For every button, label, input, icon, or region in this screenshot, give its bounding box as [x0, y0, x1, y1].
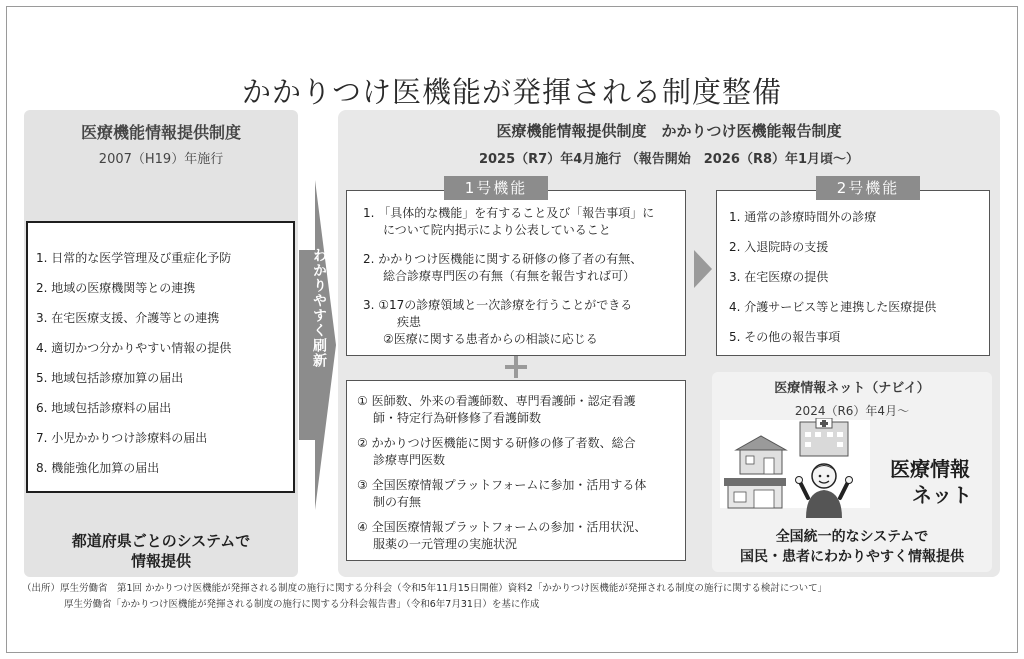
function-2-box — [716, 190, 990, 356]
pharmacy-icon — [724, 478, 786, 508]
function-1-box — [346, 190, 686, 356]
additional-line: ① 医師数、外来の看護師数、専門看護師・認定看護 — [357, 394, 636, 408]
source-line: （出所）厚生労働省 第1回 かかりつけ医機能が発揮される制度の施行に関する分科会（令和5年11月15日開催）資料2「かかりつけ医機能が発揮される制度の施行に関する検討について」 — [22, 583, 828, 594]
left-item: 7. 小児かかりつけ診療料の届出 — [36, 431, 208, 445]
plus-icon — [505, 356, 527, 378]
figure-title: かかりつけ医機能が発揮される制度整備 — [241, 75, 782, 109]
func2-item: 5. その他の報告事項 — [729, 330, 841, 344]
navi-illustration — [720, 418, 870, 518]
plus-horizontal — [505, 365, 527, 369]
func2-item: 2. 入退院時の支援 — [729, 240, 829, 254]
func1-item3-line: ②医療に関する患者からの相談に応じる — [383, 332, 598, 346]
chevron-right-icon — [694, 250, 712, 288]
source-line: 厚生労働省「かかりつけ医機能が発揮される制度の施行に関する分科会報告書」（令和6年7月31日）を基に作成 — [64, 599, 540, 610]
func1-item2-line: 総合診療専門医の有無（有無を報告すれば可） — [383, 269, 636, 283]
left-item: 5. 地域包括診療加算の届出 — [36, 371, 184, 385]
additional-line: 服薬の一元管理の実施状況 — [373, 537, 518, 551]
left-item: 2. 地域の医療機関等との連携 — [36, 281, 196, 295]
additional-line: ② かかりつけ医機能に関する研修の修了者数、総合 — [357, 436, 636, 450]
navi-footer-line: 全国統一的なシステムで — [775, 529, 929, 545]
right-heading: 医療機能情報提供制度 かかりつけ医機能報告制度 — [496, 122, 842, 140]
right-date: 2025（R7）年4月施行 （報告開始 2026（R8）年1月頃～） — [478, 152, 860, 167]
additional-line: 制の有無 — [373, 495, 422, 509]
left-item: 8. 機能強化加算の届出 — [36, 461, 160, 475]
left-date: 2007（H19）年施行 — [98, 152, 224, 167]
navi-heading: 医療情報ネット（ナビイ） — [774, 381, 930, 396]
navi-footer — [712, 527, 992, 567]
func2-item: 4. 介護サービス等と連携した医療提供 — [729, 300, 937, 314]
navi-logo-line: 医療情報 — [890, 457, 970, 481]
left-heading: 医療機能情報提供制度 — [80, 123, 241, 142]
func2-item: 1. 通常の診療時間外の診療 — [729, 210, 877, 224]
function-2-label: 2号機能 — [816, 176, 920, 200]
left-item: 6. 地域包括診療料の届出 — [36, 401, 172, 415]
hospital-icon — [800, 418, 848, 456]
func1-item2-line: 2. かかりつけ医機能に関する研修の修了者の有無、 — [363, 252, 643, 266]
navi-date: 2024（R6）年4月～ — [794, 404, 910, 418]
func1-item3-line: 3. ①17の診療領域と一次診療を行うことができる — [363, 298, 633, 312]
chevron-shape — [694, 250, 712, 288]
additional-line: ④ 全国医療情報プラットフォームの参加・活用状況、 — [357, 520, 647, 534]
navi-logo — [868, 456, 992, 508]
navi-footer-line: 国民・患者にわかりやすく情報提供 — [740, 549, 964, 565]
additional-items-box — [346, 380, 686, 561]
left-items-box — [26, 221, 295, 493]
func1-item3-line: 疾患 — [397, 315, 422, 329]
function-1-label: 1号機能 — [444, 176, 548, 200]
left-item: 4. 適切かつ分かりやすい情報の提供 — [36, 341, 232, 355]
additional-line: 診療専門医数 — [373, 453, 446, 467]
transition-label: わかりやすく刷新 — [311, 248, 327, 368]
left-item: 1. 日常的な医学管理及び重症化予防 — [36, 251, 232, 265]
func1-item1-line: 1. 「具体的な機能」を有すること及び「報告事項」に — [363, 206, 655, 220]
left-footer — [24, 531, 298, 571]
left-footer-line: 都道府県ごとのシステムで — [71, 532, 251, 550]
left-item: 3. 在宅医療支援、介護等との連携 — [36, 311, 220, 325]
navi-logo-line: ネット — [912, 483, 972, 507]
left-footer-line: 情報提供 — [130, 552, 191, 570]
func1-item1-line: について院内掲示により公表していること — [383, 223, 611, 237]
additional-line: 師・特定行為研修修了看護師数 — [373, 411, 542, 425]
additional-line: ③ 全国医療情報プラットフォームに参加・活用する体 — [357, 478, 647, 492]
func2-item: 3. 在宅医療の提供 — [729, 270, 829, 284]
